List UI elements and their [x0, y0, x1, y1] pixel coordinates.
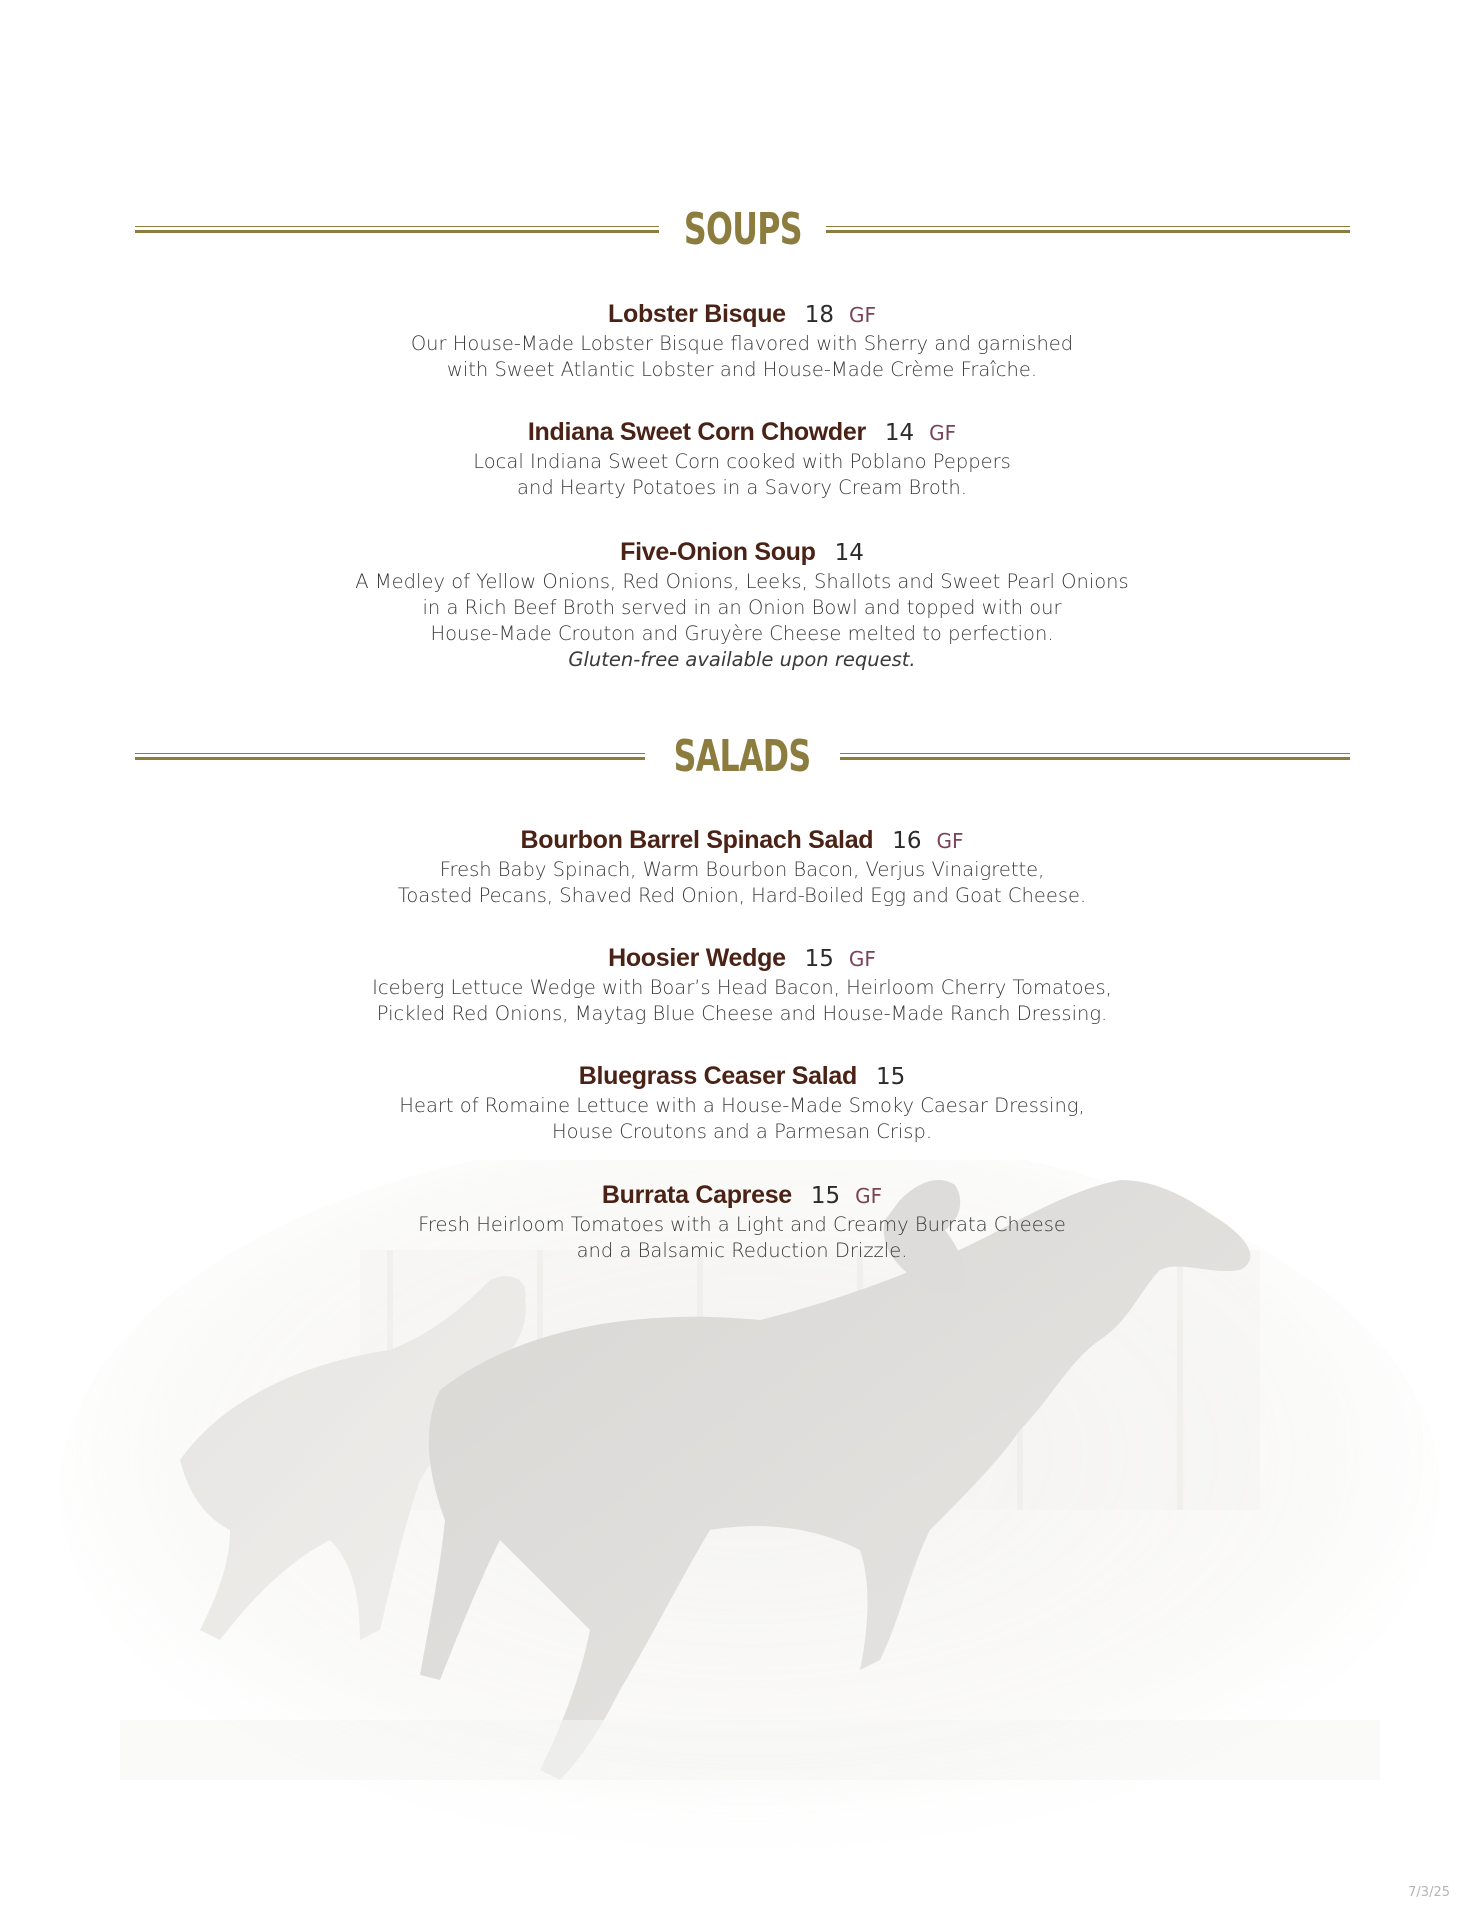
- item-heading: [0, 416, 1484, 449]
- item-description-line: House-Made Crouton and Gruyère Cheese melted to perfection.: [430, 622, 1054, 645]
- item-price: 18: [804, 302, 835, 328]
- item-description-line: and a Balsamic Reduction Drizzle.: [576, 1239, 908, 1262]
- menu-item-burrata-caprese: [0, 1179, 1484, 1264]
- item-heading: [0, 824, 1484, 857]
- item-name: Five-Onion Soup: [620, 538, 816, 566]
- item-description-line: Heart of Romaine Lettuce with a House-Made Smoky Caesar Dressing,: [399, 1094, 1085, 1117]
- soups-section-header: [135, 194, 1350, 264]
- item-heading: [0, 1060, 1484, 1093]
- item-description-line: Our House-Made Lobster Bisque flavored with Sherry and garnished: [410, 332, 1074, 355]
- soups-section-title: SOUPS: [683, 203, 802, 255]
- header-rule-left: [135, 753, 645, 760]
- item-name: Indiana Sweet Corn Chowder: [527, 418, 866, 446]
- item-name: Bourbon Barrel Spinach Salad: [520, 826, 874, 854]
- menu-item-five-onion-soup: [0, 536, 1484, 673]
- item-description-line: Iceberg Lettuce Wedge with Boar’s Head Bacon, Heirloom Cherry Tomatoes,: [372, 976, 1112, 999]
- item-price: 15: [810, 1183, 841, 1209]
- salads-section-header: [135, 721, 1350, 791]
- item-name: Hoosier Wedge: [608, 944, 786, 972]
- menu-item-caesar-salad: [0, 1060, 1484, 1145]
- gluten-free-tag: GF: [936, 829, 964, 853]
- item-description-line: Pickled Red Onions, Maytag Blue Cheese and House-Made Ranch Dressing.: [376, 1002, 1108, 1025]
- item-price: 14: [884, 420, 915, 446]
- item-description-line: and Hearty Potatoes in a Savory Cream Broth.: [517, 476, 967, 499]
- item-description-line: A Medley of Yellow Onions, Red Onions, Leeks, Shallots and Sweet Pearl Onions: [355, 570, 1129, 593]
- gluten-free-tag: GF: [848, 947, 876, 971]
- gluten-free-tag: GF: [848, 303, 876, 327]
- item-description-line: with Sweet Atlantic Lobster and House-Made Crème Fraîche.: [446, 358, 1038, 381]
- item-description-line: in a Rich Beef Broth served in an Onion Bowl and topped with our: [422, 596, 1062, 619]
- item-description-line: Local Indiana Sweet Corn cooked with Poblano Peppers: [473, 450, 1011, 473]
- menu-item-spinach-salad: [0, 824, 1484, 909]
- item-name: Lobster Bisque: [608, 300, 786, 328]
- menu-item-lobster-bisque: [0, 298, 1484, 383]
- item-price: 14: [834, 540, 864, 566]
- item-description-line: Fresh Heirloom Tomatoes with a Light and Creamy Burrata Cheese: [418, 1213, 1066, 1236]
- header-rule-right: [826, 226, 1350, 233]
- item-price: 15: [804, 946, 834, 972]
- item-note: Gluten-free available upon request.: [568, 648, 916, 671]
- item-name: Bluegrass Ceaser Salad: [578, 1062, 858, 1090]
- item-price: 16: [892, 828, 922, 854]
- item-description-line: Fresh Baby Spinach, Warm Bourbon Bacon, Verjus Vinaigrette,: [439, 858, 1045, 881]
- salads-section-title: SALADS: [674, 730, 811, 782]
- gluten-free-tag: GF: [929, 421, 957, 445]
- header-rule-right: [840, 753, 1350, 760]
- menu-item-hoosier-wedge: [0, 942, 1484, 1027]
- footer-date: 7/3/25: [1408, 1885, 1450, 1900]
- gluten-free-tag: GF: [855, 1184, 883, 1208]
- item-heading: [0, 1179, 1484, 1212]
- item-heading: [0, 942, 1484, 975]
- header-rule-left: [135, 226, 659, 233]
- racing-horses-illustration: [60, 1160, 1440, 1860]
- item-heading: [0, 298, 1484, 331]
- item-description-line: Toasted Pecans, Shaved Red Onion, Hard-Boiled Egg and Goat Cheese.: [397, 884, 1087, 907]
- item-heading: [0, 536, 1484, 569]
- menu-item-corn-chowder: [0, 416, 1484, 501]
- item-price: 15: [875, 1064, 906, 1090]
- item-description-line: House Croutons and a Parmesan Crisp.: [551, 1120, 933, 1143]
- item-name: Burrata Caprese: [601, 1181, 792, 1209]
